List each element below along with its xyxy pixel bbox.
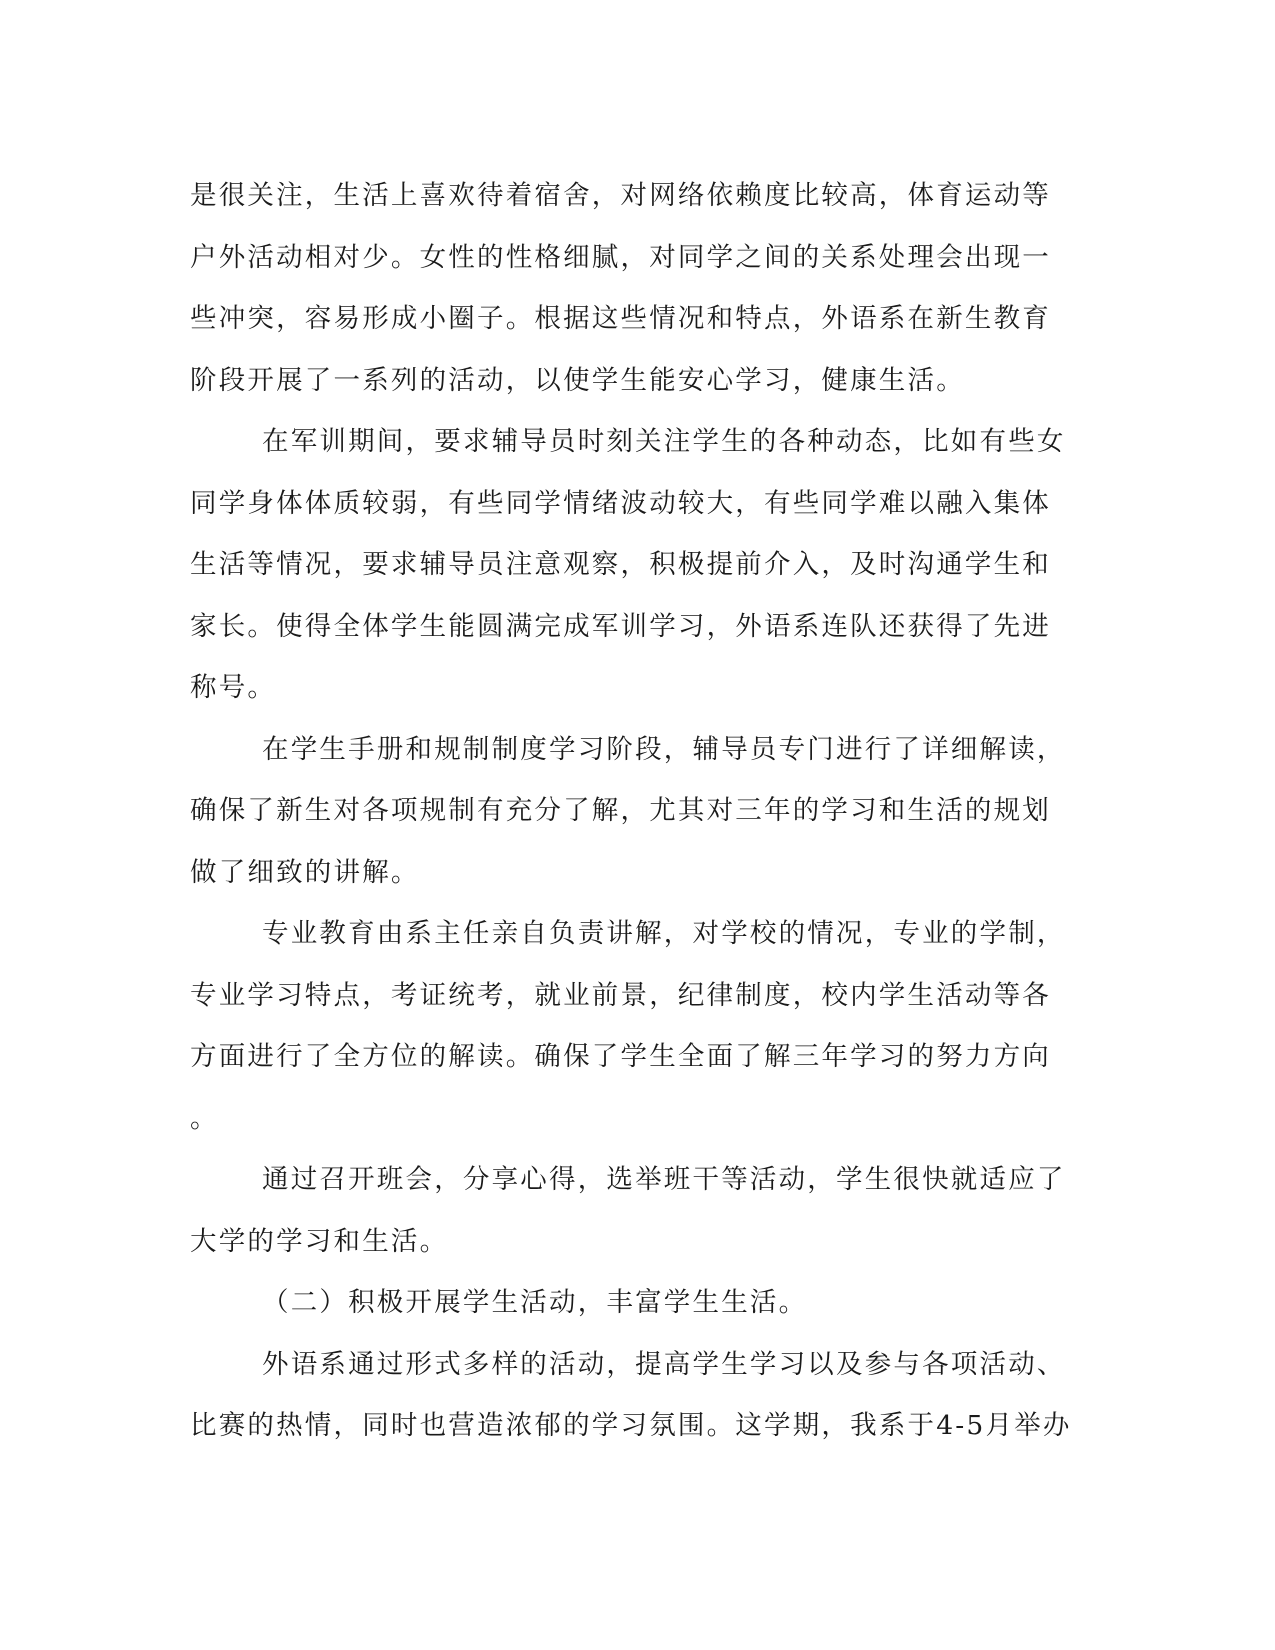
text-line: 生活等情况，要求辅导员注意观察，积极提前介入，及时沟通学生和 xyxy=(190,549,1051,580)
text-line: 是很关注，生活上喜欢待着宿舍，对网络依赖度比较高，体育运动等 xyxy=(190,180,1051,211)
section-heading: （二）积极开展学生活动，丰富学生生活。 xyxy=(262,1287,808,1318)
text-line: 称号。 xyxy=(190,672,277,703)
text-line: 大学的学习和生活。 xyxy=(190,1225,449,1257)
text-line: 外语系通过形式多样的活动，提高学生学习以及参与各项活动、 xyxy=(262,1348,1066,1380)
text-line: 确保了新生对各项规制有充分了解，尤其对三年的学习和生活的规划 xyxy=(190,795,1051,826)
text-line: 专业教育由系主任亲自负责讲解，对学校的情况，专业的学制， xyxy=(262,918,1066,949)
text-line: 做了细致的讲解。 xyxy=(190,856,420,888)
text-line: 家长。使得全体学生能圆满完成军训学习，外语系连队还获得了先进 xyxy=(190,610,1051,642)
body-text xyxy=(190,165,1090,1457)
text-line: 通过召开班会，分享心得，选举班干等活动，学生很快就适应了 xyxy=(262,1164,1066,1195)
text-line: 阶段开展了一系列的活动，以使学生能安心学习，健康生活。 xyxy=(190,364,965,396)
text-line: 些冲突，容易形成小圈子。根据这些情况和特点，外语系在新生教育 xyxy=(190,303,1051,334)
text-line: 在学生手册和规制制度学习阶段，辅导员专门进行了详细解读， xyxy=(262,733,1066,765)
text-line: 方面进行了全方位的解读。确保了学生全面了解三年学习的努力方向 xyxy=(190,1041,1051,1072)
text-line: 专业学习特点，考证统考，就业前景，纪律制度，校内学生活动等各 xyxy=(190,979,1051,1011)
text-line: 在军训期间，要求辅导员时刻关注学生的各种动态，比如有些女 xyxy=(262,426,1066,457)
text-line: 比赛的热情，同时也营造浓郁的学习氛围。这学期，我系于4-5月举办 xyxy=(190,1410,1072,1441)
text-line: 户外活动相对少。女性的性格细腻，对同学之间的关系处理会出现一 xyxy=(190,241,1051,273)
text-line: 。 xyxy=(190,1102,219,1134)
text-line: 同学身体体质较弱，有些同学情绪波动较大，有些同学难以融入集体 xyxy=(190,487,1051,519)
